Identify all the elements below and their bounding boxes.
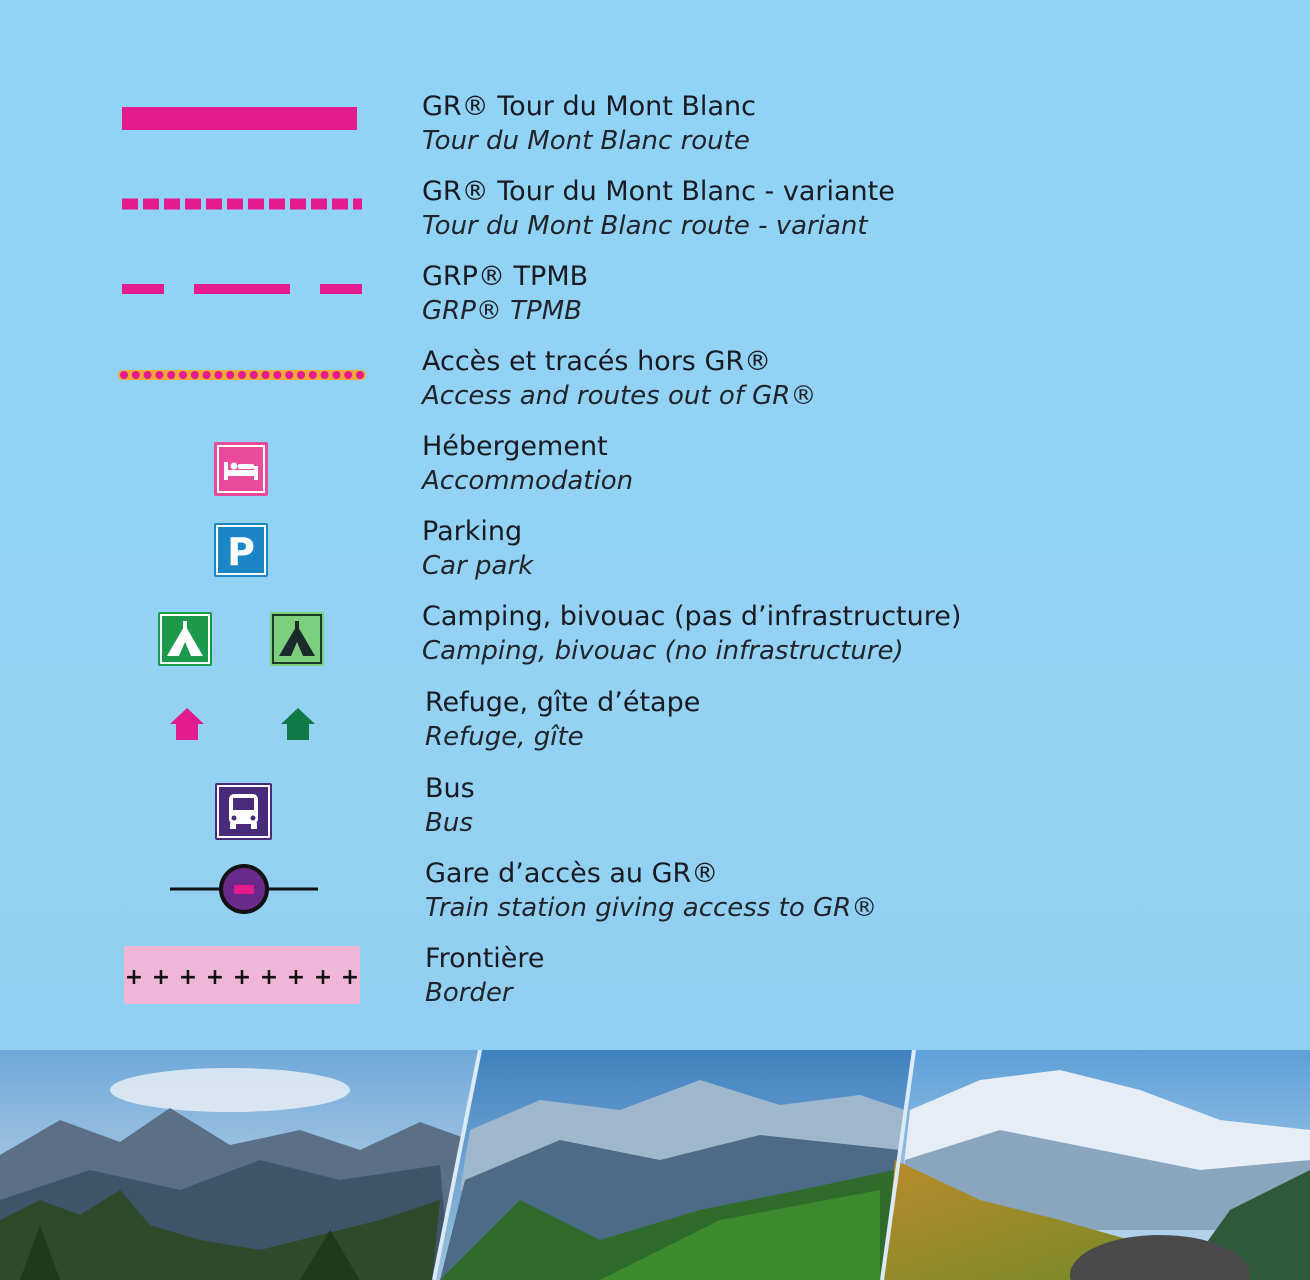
dot-mark bbox=[262, 371, 270, 379]
label-en: Bus bbox=[425, 808, 473, 838]
legend-label bbox=[425, 857, 877, 925]
border-cross-mark: + bbox=[259, 965, 279, 990]
label-fr: GRP® TPMB bbox=[422, 261, 589, 292]
border-cross-mark: + bbox=[205, 965, 225, 990]
label-fr: Parking bbox=[422, 516, 523, 547]
border-cross-mark: + bbox=[178, 965, 198, 990]
label-fr: Refuge, gîte d’étape bbox=[425, 687, 701, 718]
dot-mark bbox=[132, 371, 140, 379]
dot-mark bbox=[167, 371, 175, 379]
label-fr: Gare d’accès au GR® bbox=[425, 858, 719, 889]
legend-item-accommodation bbox=[0, 428, 1310, 508]
label-fr: Frontière bbox=[425, 943, 545, 974]
long-dash-route-line-icon bbox=[122, 284, 362, 295]
legend-label bbox=[422, 260, 588, 328]
dot-mark bbox=[285, 371, 293, 379]
label-en: Access and routes out of GR® bbox=[422, 381, 817, 411]
dot-mark bbox=[297, 371, 305, 379]
dot-mark bbox=[250, 371, 258, 379]
legend-label bbox=[422, 430, 633, 498]
legend-label bbox=[422, 600, 961, 668]
legend-item-train-station bbox=[0, 855, 1310, 935]
dashed-route-line-icon bbox=[122, 198, 362, 210]
border-cross-mark: + bbox=[232, 965, 252, 990]
dot-mark bbox=[191, 371, 199, 379]
legend-label bbox=[422, 515, 533, 583]
legend-label bbox=[425, 772, 475, 840]
label-en: Car park bbox=[422, 551, 534, 581]
dot-mark bbox=[144, 371, 152, 379]
dot-mark bbox=[179, 371, 187, 379]
dot-mark bbox=[356, 371, 364, 379]
legend-item-parking bbox=[0, 513, 1310, 593]
bus-icon bbox=[215, 783, 272, 840]
label-fr: Hébergement bbox=[422, 431, 608, 462]
label-fr: Accès et tracés hors GR® bbox=[422, 346, 772, 377]
parking-glyph: P bbox=[227, 530, 255, 574]
border-cross-mark: + bbox=[124, 965, 144, 990]
refuge-house-icon bbox=[168, 706, 206, 742]
dot-mark bbox=[309, 371, 317, 379]
dot-mark bbox=[203, 371, 211, 379]
label-en: Border bbox=[425, 978, 513, 1008]
border-cross-mark: + bbox=[313, 965, 333, 990]
dot-mark bbox=[155, 371, 163, 379]
label-en: Camping, bivouac (no infrastructure) bbox=[422, 636, 904, 666]
dot-mark bbox=[238, 371, 246, 379]
gite-house-icon bbox=[279, 706, 317, 742]
legend-item-refuge bbox=[0, 684, 1310, 764]
dot-mark bbox=[321, 371, 329, 379]
dot-mark bbox=[226, 371, 234, 379]
label-fr: Camping, bivouac (pas d’infrastructure) bbox=[422, 601, 962, 632]
border-line-icon bbox=[124, 946, 360, 1004]
label-fr: GR® Tour du Mont Blanc bbox=[422, 91, 756, 122]
tent-icon bbox=[158, 612, 212, 666]
mountain-photos-image bbox=[0, 1050, 1310, 1280]
mountain-photo-strip bbox=[0, 1050, 1310, 1280]
label-en: GRP® TPMB bbox=[422, 296, 582, 326]
dot-mark bbox=[214, 371, 222, 379]
dot-mark bbox=[344, 371, 352, 379]
bed-icon bbox=[214, 442, 268, 496]
legend-item-bus bbox=[0, 770, 1310, 850]
label-en: Tour du Mont Blanc route bbox=[422, 126, 750, 156]
label-en: Refuge, gîte bbox=[425, 722, 584, 752]
legend-item-camping bbox=[0, 598, 1310, 678]
bivouac-tent-icon bbox=[270, 612, 324, 666]
label-en: Train station giving access to GR® bbox=[425, 893, 878, 923]
dot-mark bbox=[120, 371, 128, 379]
dotted-access-line-icon bbox=[118, 367, 368, 383]
border-cross-mark: + bbox=[340, 965, 360, 990]
solid-route-line-icon bbox=[122, 107, 357, 130]
parking-icon bbox=[214, 523, 268, 577]
legend-label bbox=[425, 686, 700, 754]
legend-label bbox=[422, 345, 816, 413]
legend-label bbox=[422, 90, 756, 158]
label-en: Tour du Mont Blanc route - variant bbox=[422, 211, 868, 241]
dot-mark bbox=[332, 371, 340, 379]
legend-label bbox=[422, 175, 895, 243]
legend-item-access-routes bbox=[0, 343, 1310, 423]
legend-label bbox=[425, 942, 545, 1010]
border-cross-mark: + bbox=[286, 965, 306, 990]
label-fr: GR® Tour du Mont Blanc - variante bbox=[422, 176, 895, 207]
label-en: Accommodation bbox=[422, 466, 634, 496]
border-cross-mark: + bbox=[151, 965, 171, 990]
train-station-icon bbox=[170, 861, 320, 917]
legend-item-tmb-route bbox=[0, 88, 1310, 168]
legend-item-tmb-variant bbox=[0, 173, 1310, 253]
legend-item-grp-tpmb bbox=[0, 258, 1310, 338]
label-fr: Bus bbox=[425, 773, 475, 804]
dot-mark bbox=[273, 371, 281, 379]
legend-item-border bbox=[0, 940, 1310, 1020]
